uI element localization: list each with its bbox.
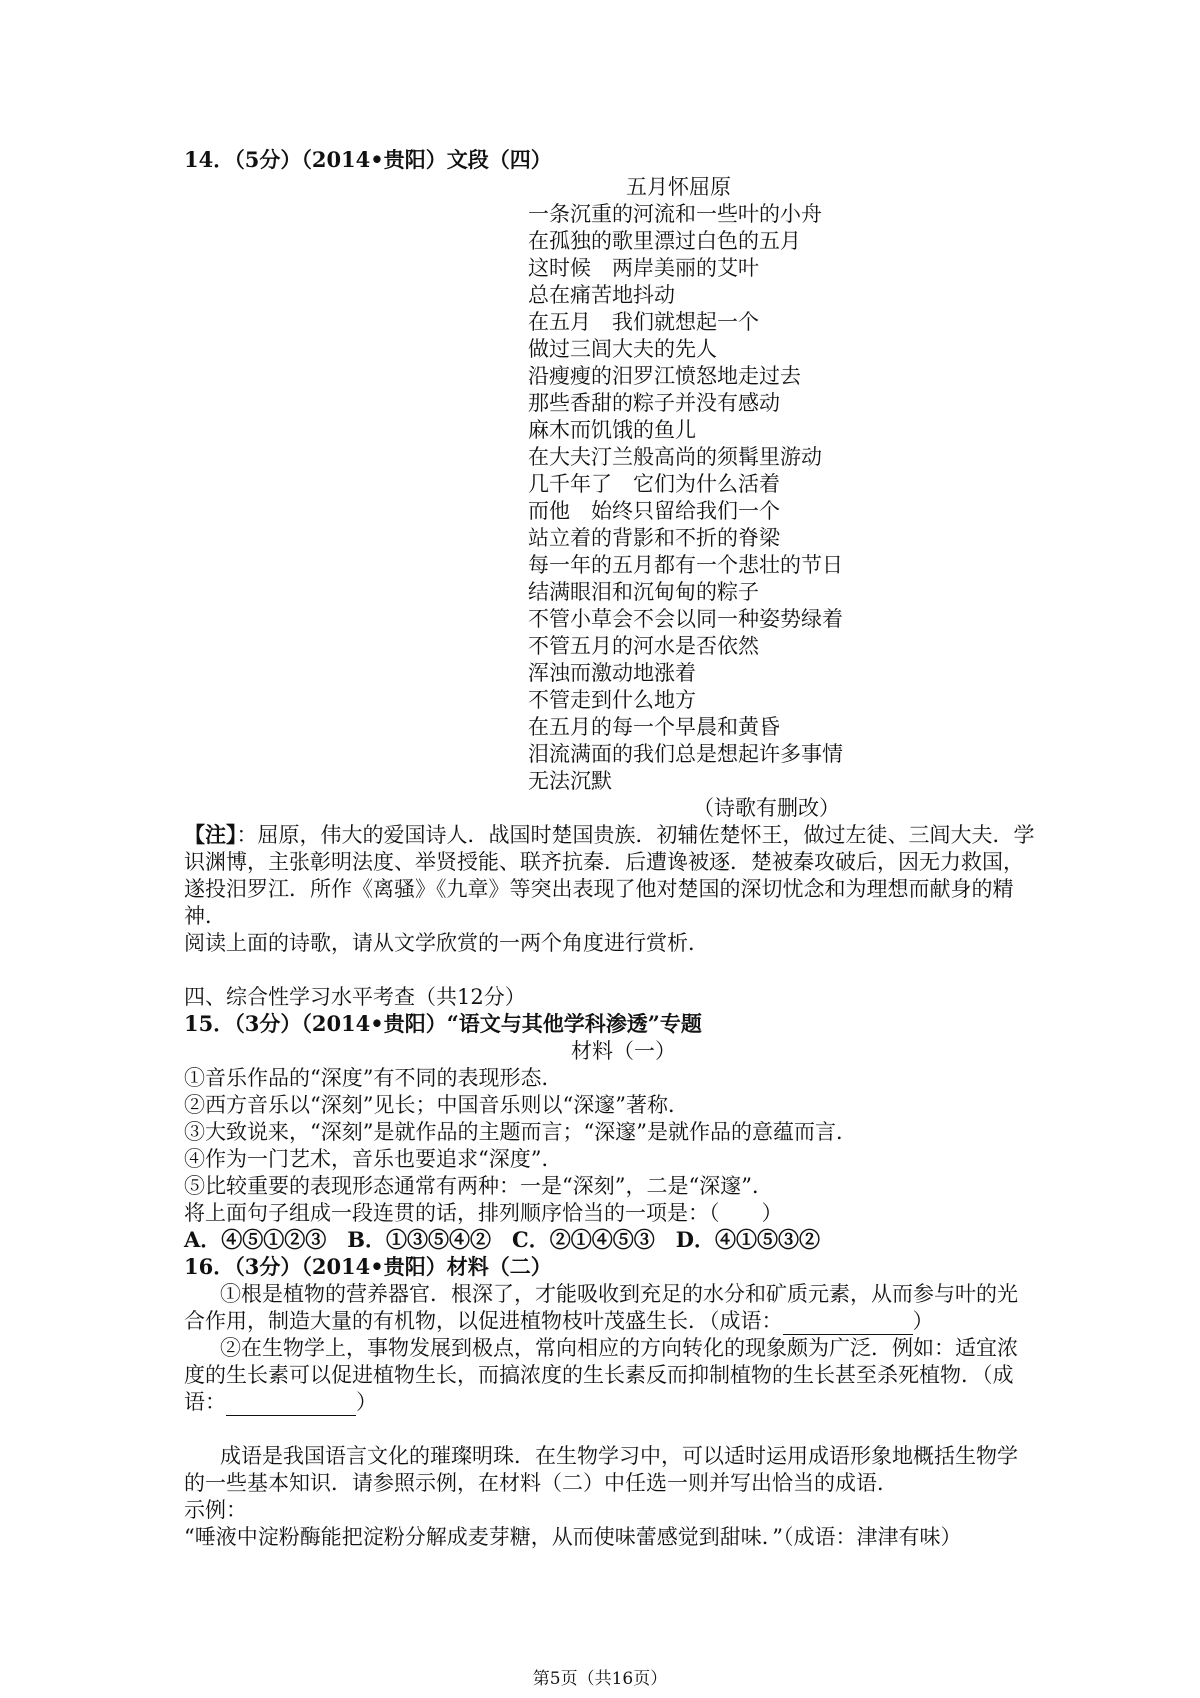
q14-question: 阅读上面的诗歌，请从文学欣赏的一两个角度进行赏析． [184, 931, 709, 955]
q14-header: 14．（5分）（2014•贵阳）文段（四） [184, 147, 552, 172]
poem-line: 总在痛苦地抖动 [528, 283, 675, 307]
q16-p1-text: 合作用，制造大量的有机物，以促进植物枝叶茂盛生长．（成语： [184, 1309, 783, 1333]
poem-line: 浑浊而激动地涨着 [528, 661, 696, 685]
q15-header: 15．（3分）（2014•贵阳）“语文与其他学科渗透”专题 [184, 1011, 702, 1036]
q16-p2-text: 语： [184, 1390, 226, 1414]
q15-sentence: ③大致说来，“深刻”是就作品的主题而言；“深邃”是就作品的意蕴而言． [184, 1120, 857, 1144]
poem-line: 在五月 我们就想起一个 [528, 310, 759, 334]
q15-sentence: ①音乐作品的“深度”有不同的表现形态． [184, 1066, 563, 1090]
section4-header: 四、综合性学习水平考查（共12分） [184, 985, 526, 1009]
poem-line: 做过三闾大夫的先人 [528, 337, 717, 361]
poem-line: 在大夫汀兰般高尚的须髯里游动 [528, 445, 822, 469]
annotation-text: ：屈原，伟大的爱国诗人．战国时楚国贵族．初辅佐楚怀王，做过左徒、三闾大夫．学 [236, 823, 1035, 847]
poem-line: 不管走到什么地方 [528, 688, 696, 712]
poem-line: 在五月的每一个早晨和黄昏 [528, 715, 780, 739]
poem-note: （诗歌有删改） [693, 796, 840, 820]
poem-line: 泪流满面的我们总是想起许多事情 [528, 742, 843, 766]
poem-line: 沿瘦瘦的汨罗江愤怒地走过去 [528, 364, 801, 388]
answer-blank-2[interactable] [226, 1395, 356, 1416]
poem-line: 不管五月的河水是否依然 [528, 634, 759, 658]
q16-p1-close: ） [912, 1309, 934, 1333]
q15-options: A．④⑤①②③ B．①③⑤④② C．②①④⑤③ D．④①⑤③② [184, 1227, 820, 1252]
q16-p2-line2: 度的生长素可以促进植物生长，而搞浓度的生长素反而抑制植物的生长甚至杀死植物．（成 [184, 1363, 1014, 1387]
annotation-line-2: 识渊博，主张彰明法度、举贤授能、联齐抗秦．后遭谗被逐．楚被秦攻破后，因无力救国， [184, 850, 1024, 874]
answer-blank-1[interactable] [783, 1314, 913, 1335]
q15-sentence: ④作为一门艺术，音乐也要追求“深度”． [184, 1147, 563, 1171]
poem-line: 在孤独的歌里漂过白色的五月 [528, 229, 801, 253]
q16-example: “唾液中淀粉酶能把淀粉分解成麦芽糖，从而使味蕾感觉到甜味．”（成语：津津有味） [184, 1525, 962, 1549]
q15-sentence: ⑤比较重要的表现形态通常有两种：一是“深刻”，二是“深邃”． [184, 1174, 773, 1198]
q16-p3-line2: 的一些基本知识．请参照示例，在材料（二）中任选一则并写出恰当的成语． [184, 1471, 898, 1495]
poem-line: 麻木而饥饿的鱼儿 [528, 418, 696, 442]
annotation-line-3: 遂投汨罗江．所作《离骚》《九章》等突出表现了他对楚国的深切忧念和为理想而献身的精 [184, 877, 1014, 901]
q15-material-title: 材料（一） [571, 1039, 676, 1063]
poem-title: 五月怀屈原 [626, 175, 731, 199]
annotation-line-4: 神． [184, 904, 226, 928]
q16-p1-line1: ①根是植物的营养器官．根深了，才能吸收到充足的水分和矿质元素，从而参与叶的光 [220, 1282, 1018, 1306]
poem-line: 几千年了 它们为什么活着 [528, 472, 780, 496]
q16-p1-line2 [184, 1307, 934, 1335]
poem-line: 每一年的五月都有一个悲壮的节日 [528, 553, 843, 577]
poem-line: 那些香甜的粽子并没有感动 [528, 391, 780, 415]
poem-line: 而他 始终只留给我们一个 [528, 499, 780, 523]
q16-p3-line1: 成语是我国语言文化的璀璨明珠．在生物学习中，可以适时运用成语形象地概括生物学 [220, 1444, 1018, 1468]
page-footer: 第5页（共16页） [532, 1669, 668, 1689]
q16-example-label: 示例： [184, 1498, 247, 1522]
poem-line: 不管小草会不会以同一种姿势绿着 [528, 607, 843, 631]
annotation-label: 【注】 [184, 822, 237, 847]
poem-line: 一条沉重的河流和一些叶的小舟 [528, 202, 822, 226]
poem-line: 这时候 两岸美丽的艾叶 [528, 256, 759, 280]
q16-p2-close: ） [356, 1390, 377, 1414]
q15-question: 将上面句子组成一段连贯的话，排列顺序恰当的一项是：（ ） [184, 1201, 783, 1225]
q16-header: 16．（3分）（2014•贵阳）材料（二） [184, 1254, 552, 1279]
q16-p2-line1: ②在生物学上，事物发展到极点，常向相应的方向转化的现象颇为广泛．例如：适宜浓 [220, 1336, 1018, 1360]
poem-line: 结满眼泪和沉甸甸的粽子 [528, 580, 759, 604]
annotation-line-1 [184, 821, 1035, 849]
q15-sentence: ②西方音乐以“深刻”见长；中国音乐则以“深邃”著称． [184, 1093, 689, 1117]
poem-line: 站立着的背影和不折的脊梁 [528, 526, 780, 550]
q16-p2-line3 [184, 1388, 377, 1416]
poem-line: 无法沉默 [528, 769, 612, 793]
